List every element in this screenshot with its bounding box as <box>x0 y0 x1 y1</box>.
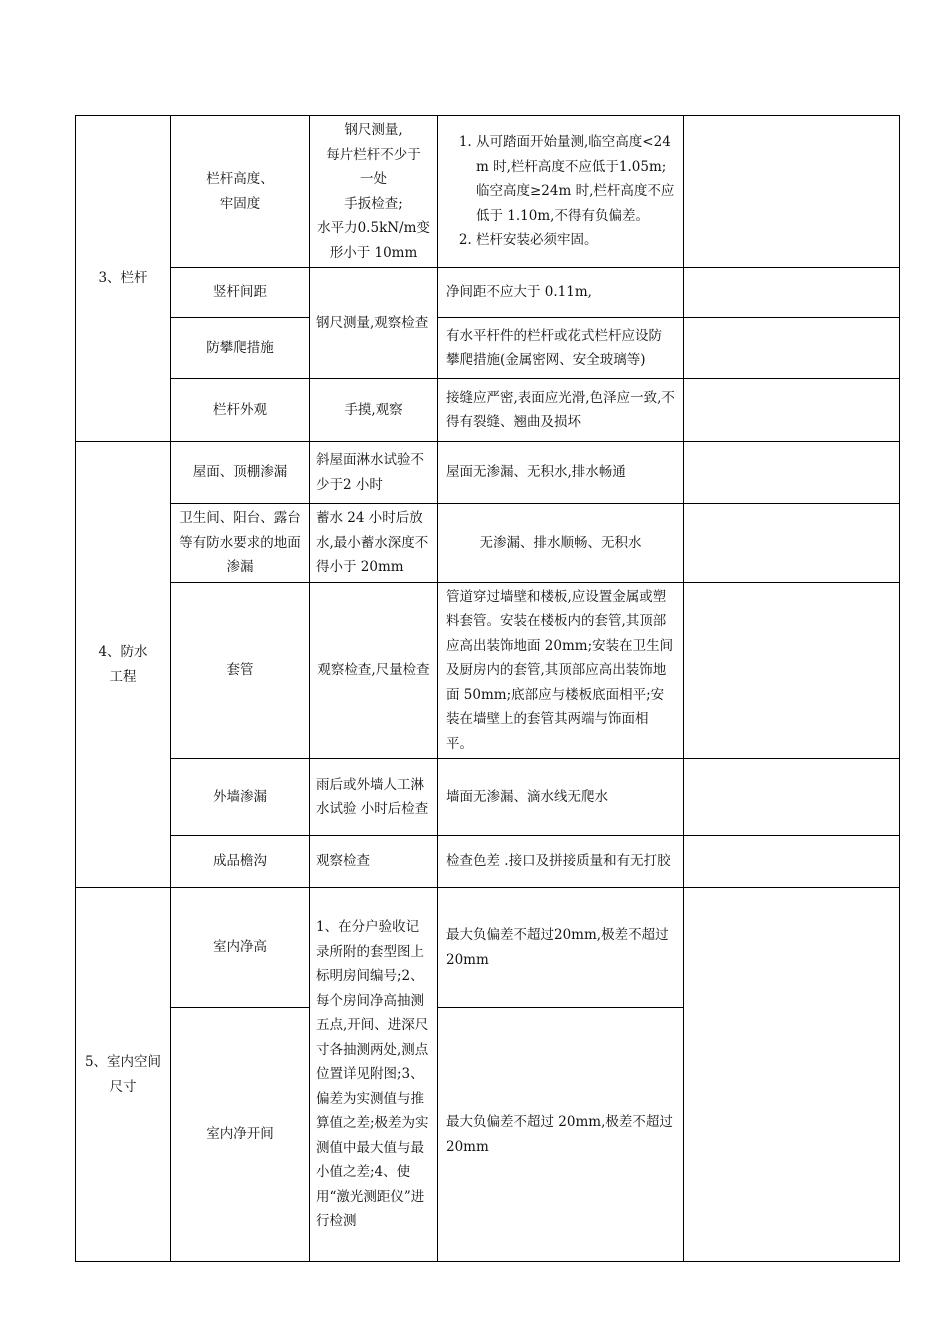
remark-cell <box>684 836 900 888</box>
standard-list <box>446 130 675 253</box>
method-cell: 钢尺测量,观察检查 <box>310 268 438 379</box>
remark-cell <box>684 318 900 379</box>
list-item: 1. 从可踏面开始量测,临空高度<24m 时,栏杆高度不应低于1.05m;临空高度≥24m 时,栏杆高度不应低于 1.10m,不得有负偏差。 <box>476 130 675 228</box>
table-row <box>76 116 900 268</box>
remark-cell <box>684 759 900 836</box>
table-row <box>76 888 900 1008</box>
remark-cell <box>684 888 900 1262</box>
table-row <box>76 836 900 888</box>
item-name-cell: 防攀爬措施 <box>171 318 310 379</box>
item-name-cell: 栏杆高度、 牢固度 <box>171 116 310 268</box>
standard-cell: 无渗漏、排水顺畅、无积水 <box>438 504 684 583</box>
table-row <box>76 268 900 318</box>
remark-cell <box>684 379 900 442</box>
item-name-cell: 成品檐沟 <box>171 836 310 888</box>
standard-cell: 墙面无渗漏、滴水线无爬水 <box>438 759 684 836</box>
item-name-cell: 室内净高 <box>171 888 310 1008</box>
method-cell: 手摸,观察 <box>310 379 438 442</box>
table-row <box>76 318 900 379</box>
standard-cell: 净间距不应大于 0.11m, <box>438 268 684 318</box>
method-cell: 1、在分户验收记录所附的套型图上标明房间编号;2、每个房间净高抽测五点,开间、进深尺寸各抽测两处,测点位置详见附图;3、偏差为实测值与推算值之差;极差为实测值中最大值与最小值之差;4、使用“激光测距仪”进行检测 <box>310 888 438 1262</box>
standard-cell: 最大负偏差不超过20mm,极差不超过20mm <box>438 888 684 1008</box>
acceptance-table <box>75 115 900 1262</box>
remark-cell <box>684 116 900 268</box>
category-cell: 3、栏杆 <box>76 116 171 442</box>
item-name-cell: 栏杆外观 <box>171 379 310 442</box>
method-cell: 观察检查,尺量检查 <box>310 582 438 759</box>
method-cell: 观察检查 <box>310 836 438 888</box>
standard-cell: 检查色差 .接口及拼接质量和有无打胶 <box>438 836 684 888</box>
item-name-cell: 室内净开间 <box>171 1008 310 1262</box>
method-cell: 雨后或外墙人工淋水试验 小时后检查 <box>310 759 438 836</box>
standard-cell: 最大负偏差不超过 20mm,极差不超过20mm <box>438 1008 684 1262</box>
remark-cell <box>684 582 900 759</box>
standard-cell: 接缝应严密,表面应光滑,色泽应一致,不得有裂缝、翘曲及损坏 <box>438 379 684 442</box>
item-name-cell: 竖杆间距 <box>171 268 310 318</box>
item-name-cell: 屋面、顶棚渗漏 <box>171 442 310 504</box>
list-item: 2. 栏杆安装必须牢固。 <box>476 228 675 253</box>
method-cell: 斜屋面淋水试验不少于2 小时 <box>310 442 438 504</box>
remark-cell <box>684 268 900 318</box>
item-name-cell: 套管 <box>171 582 310 759</box>
table-row <box>76 379 900 442</box>
standard-cell <box>438 116 684 268</box>
standard-cell: 屋面无渗漏、无积水,排水畅通 <box>438 442 684 504</box>
category-cell: 5、室内空间 尺寸 <box>76 888 171 1262</box>
item-name-cell: 外墙渗漏 <box>171 759 310 836</box>
table-row <box>76 442 900 504</box>
standard-cell: 有水平杆件的栏杆或花式栏杆应设防攀爬措施(金属密网、安全玻璃等) <box>438 318 684 379</box>
remark-cell <box>684 442 900 504</box>
table-row <box>76 504 900 583</box>
method-cell: 钢尺测量, 每片栏杆不少于 一处 手扳检查; 水平力0.5kN/m变 形小于 10mm <box>310 116 438 268</box>
table-row <box>76 582 900 759</box>
category-cell: 4、防水 工程 <box>76 442 171 888</box>
method-cell: 蓄水 24 小时后放水,最小蓄水深度不得小于 20mm <box>310 504 438 583</box>
standard-cell: 管道穿过墙壁和楼板,应设置金属或塑料套管。安装在楼板内的套管,其顶部应高出装饰地面 20mm;安装在卫生间及厨房内的套管,其顶部应高出装饰地面 50mm;底部应与楼板底面相平;安装在墙壁上的套管其两端与饰面相平。 <box>438 582 684 759</box>
item-name-cell: 卫生间、阳台、露台等有防水要求的地面渗漏 <box>171 504 310 583</box>
table-row <box>76 759 900 836</box>
remark-cell <box>684 504 900 583</box>
